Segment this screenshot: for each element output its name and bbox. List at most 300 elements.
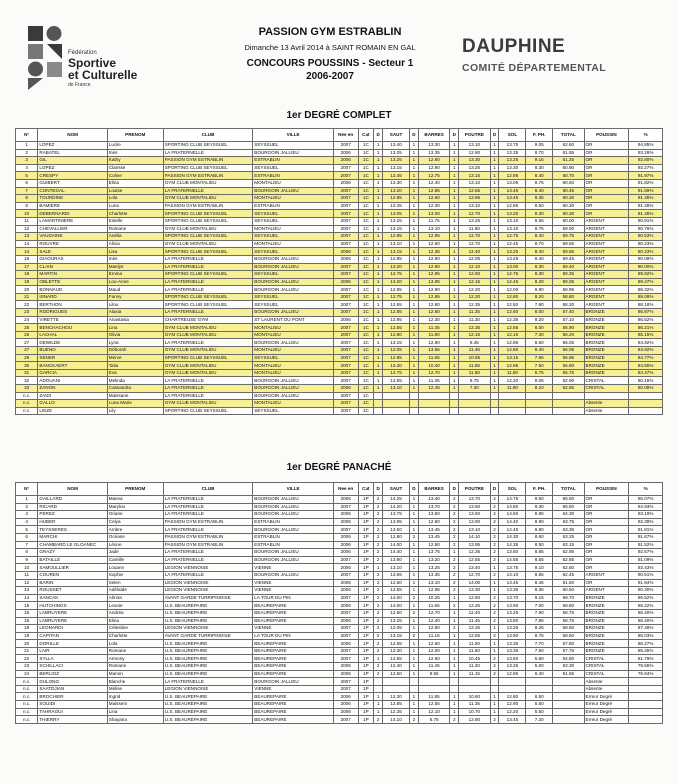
table-cell: 1 [374,240,383,248]
table-cell: 13.75 [418,549,449,557]
table-cell: SEYSSUEL [253,142,334,150]
table-cell: 1C [358,225,374,233]
table-cell: 1P [358,496,374,504]
fscf-logo-icon [28,26,62,90]
table-cell: Ingrid [107,693,163,701]
table-cell: Luna [107,202,163,210]
table-cell: 1 [374,278,383,286]
table-cell: 2006 [333,693,358,701]
table-cell [553,701,584,709]
table-cell: 2006 [333,640,358,648]
table-cell: 1 [450,617,459,625]
table-cell: 2 [490,496,499,504]
table-cell: LA FRATERNELLE [163,503,253,511]
table-cell: 1 [490,362,499,370]
table-cell: 12.95 [499,339,526,347]
table-cell: n.c. [16,392,38,400]
table-cell: 1 [374,385,383,393]
table-cell: 11.50 [459,640,490,648]
table-cell: 2006 [333,587,358,595]
table-cell: BOURGOIN JALLIEU [253,385,334,393]
table-cell: 1P [358,693,374,701]
column-header: F. PH. [526,483,553,496]
table-cell: MONTALIEU [253,324,334,332]
table-cell: BOURGOIN JALLIEU [253,377,334,385]
table-cell: 90.91% [629,217,663,225]
table-cell: 1 [450,248,459,256]
table-cell: 1C [358,202,374,210]
table-cell: Jade [107,549,163,557]
table-cell: 1 [374,286,383,294]
table-cell: LA FRATERNELLE [163,571,253,579]
table-cell: 1C [358,286,374,294]
table-cell: 1C [358,316,374,324]
table-cell: 13.25 [499,210,526,218]
table-cell: LA FRATERNELLE [163,187,253,195]
table-cell: 1C [358,271,374,279]
table-cell: SAATDJIAN [38,685,107,693]
table-cell: 1 [409,149,418,157]
table-cell: 1 [490,187,499,195]
table-cell: 1 [450,225,459,233]
table-cell: 2007 [333,526,358,534]
table-cell: 2 [450,541,459,549]
table-cell: 20 [16,640,38,648]
column-header: PRENOM [107,129,163,142]
table-cell: 1C [358,362,374,370]
table-cell: SPORTING CLUB SEYSSUEL [163,233,253,241]
table-cell: 2 [490,617,499,625]
table-row [16,309,663,317]
contest-title: CONCOURS POUSSINS - Secteur 1 [246,58,414,69]
table-cell: LEGION VIENNOISE [163,564,253,572]
table-cell: RABATEL [38,149,107,157]
table-cell: 14.65 [499,556,526,564]
table-cell: 86.40% [629,617,663,625]
table-cell: 13.50 [383,526,410,534]
table-cell: 12.25 [459,625,490,633]
column-header: TOTAL [553,483,584,496]
table-cell: 89.92% [629,271,663,279]
table-cell: BRONZE [584,640,629,648]
table-cell: 1 [409,362,418,370]
table-cell: 1 [490,278,499,286]
table-cell: 14.35 [499,541,526,549]
table-cell: n.c. [16,708,38,716]
table-cell: 55.80 [553,362,584,370]
table-cell: LAMARTINIERE [38,217,107,225]
table-cell: 1C [358,377,374,385]
table-cell [526,407,553,415]
table-cell: 12.95 [499,172,526,180]
table-cell: 12.60 [499,309,526,317]
table-cell: 12.50 [383,670,410,678]
table-cell: 1 [374,564,383,572]
table-cell: 1 [450,195,459,203]
table-cell: 1 [450,210,459,218]
table-cell: 1 [450,157,459,165]
table-cell: 12.90 [418,164,449,172]
table-cell: 86.21% [629,324,663,332]
table-cell: U.S. BEAUREPAIRE [163,609,253,617]
table-cell [383,685,410,693]
table-cell: 1 [490,172,499,180]
table-cell: 90.76% [629,225,663,233]
table-cell: Lina [107,708,163,716]
column-header: N° [16,483,38,496]
table-cell: Oriane [107,511,163,519]
table-cell: 12.60 [418,309,449,317]
table-cell: 12.40 [459,609,490,617]
table-cell: 8.40 [526,187,553,195]
table-cell: 9.50 [526,496,553,504]
table-cell: 1 [450,179,459,187]
table-cell: 7.65 [526,354,553,362]
table-cell: 1P [358,571,374,579]
table-cell: 13.35 [418,149,449,157]
table-cell: OR [584,541,629,549]
table-cell: 27 [16,347,38,355]
table-cell: 1 [450,233,459,241]
table-cell: SANCAK [38,594,107,602]
table-cell: 2007 [333,362,358,370]
table-cell [450,678,459,686]
table-cell: 59.35 [553,271,584,279]
table-cell: 13.75 [499,564,526,572]
table-cell: 9 [16,556,38,564]
table-cell: 19 [16,632,38,640]
table-cell: 12.90 [418,339,449,347]
table-cell: 1 [374,316,383,324]
table-cell: OR [584,564,629,572]
table-cell: 21 [16,647,38,655]
table-cell: 1P [358,670,374,678]
table-cell: 12.60 [459,594,490,602]
table-cell: 7.30 [459,385,490,393]
table-cell: 2 [409,609,418,617]
table-cell [418,685,449,693]
table-cell: 12.95 [418,233,449,241]
table-cell: 13.35 [499,587,526,595]
table-cell: 1P [358,541,374,549]
table-cell: Absente [584,400,629,408]
table-cell: 65.60 [553,496,584,504]
table-cell: 1 [490,149,499,157]
table-cell: 13.00 [418,210,449,218]
table-cell: 18 [16,271,38,279]
table-cell [526,400,553,408]
table-cell: 13.30 [499,164,526,172]
table-cell: MONTALIEU [253,362,334,370]
table-cell: 2007 [333,369,358,377]
table-cell: Mélise [107,685,163,693]
table-cell: BRONZE [584,354,629,362]
table-cell: LA FRATERNELLE [163,526,253,534]
fed-label: Fédération [68,50,97,56]
table-cell: 59.90 [553,225,584,233]
table-cell: 2006 [333,179,358,187]
table-cell: 20 [16,286,38,294]
table-cell: U.S. BEAUREPAIRE [163,640,253,648]
column-header: BARRES [418,129,449,142]
table-cell: Adélaïde [107,587,163,595]
table-cell: 5.60 [526,655,553,663]
table-cell: 1 [490,708,499,716]
table-cell: 79.55% [629,663,663,671]
table-cell: 10.40 [418,362,449,370]
header-row [16,129,663,142]
table-cell: 8.85 [526,549,553,557]
table-cell: 1 [490,157,499,165]
table-cell: 1 [450,670,459,678]
table-cell: 13 [16,587,38,595]
table-cell: BOURGOIN JALLIEU [253,571,334,579]
table-cell: BOURGOIN JALLIEU [253,149,334,157]
table-cell: Estelle [107,217,163,225]
table-cell: 13.05 [499,179,526,187]
table-cell: 13.45 [383,172,410,180]
table-cell: 2007 [333,187,358,195]
table-cell: 1 [450,149,459,157]
table-cell: 2 [490,716,499,724]
table-cell: 62.85 [553,556,584,564]
table-cell: 1 [409,195,418,203]
table-cell: DEWILDE [38,339,107,347]
table-cell: 12.80 [459,716,490,724]
table-cell: 81.79% [629,655,663,663]
table-cell: 1C [358,293,374,301]
table-cell: 12.70 [459,240,490,248]
table-cell: 1 [450,263,459,271]
table-cell: Maeva [107,496,163,504]
table-cell [553,407,584,415]
table-cell: 6.75 [526,369,553,377]
table-cell: 57.40 [553,309,584,317]
table-cell: CRISTAL [584,385,629,393]
table-cell: 1 [450,316,459,324]
table-cell: 2 [374,587,383,595]
table-cell: Absente [584,678,629,686]
table-cell: 13.40 [383,142,410,150]
table-cell: ESTRABLIN [253,518,334,526]
table-cell: 10.65 [459,354,490,362]
table-cell: SPORTING CLUB SEYSSUEL [163,301,253,309]
column-header: Cat [358,129,374,142]
table-cell: 1 [409,640,418,648]
table-cell: Océane [107,533,163,541]
table-cell: 1P [358,708,374,716]
table-cell: 8.75 [526,225,553,233]
table-cell: 91.36% [629,202,663,210]
table-cell: 2007 [333,377,358,385]
table-cell: 53.30 [553,663,584,671]
table-cell: 11.65 [459,362,490,370]
table-cell: LA FRATERNELLE [163,309,253,317]
table-cell: BRONZE [584,609,629,617]
table-cell: LEGION VIENNOISE [163,579,253,587]
fed-name-2: et Culturelle [68,68,138,82]
table-cell: 60.90 [553,164,584,172]
table-cell: ESTRABLIN [253,533,334,541]
table-cell: 13.50 [459,511,490,519]
table-cell: ESTRABLIN [253,157,334,165]
table-cell: 21 [16,293,38,301]
table-cell: BRONZE [584,324,629,332]
table-cell: 1 [409,663,418,671]
table-cell: 1 [450,701,459,709]
table-cell: 2007 [333,286,358,294]
table-cell: 1 [409,210,418,218]
table-cell: 29 [16,354,38,362]
table-cell: Célestine [107,625,163,633]
table-cell: Almira [107,594,163,602]
table-cell: 1 [409,187,418,195]
table-cell [450,392,459,400]
table-cell: 1 [490,179,499,187]
table-cell: CAPITAN [38,632,107,640]
table-cell: 11.30 [459,316,490,324]
column-header: NOM [38,483,107,496]
table-cell: GARCIA [38,369,107,377]
table-cell: 2007 [333,647,358,655]
table-cell: 12 [16,225,38,233]
table-cell: 12.20 [499,708,526,716]
table-row [16,392,663,400]
table-cell: 1 [374,301,383,309]
table-cell: 1 [450,164,459,172]
table-cell: 12.15 [499,331,526,339]
table-cell: 13.10 [499,217,526,225]
table-cell: 1 [490,240,499,248]
table-cell: 1 [374,369,383,377]
table-cell: 2 [490,526,499,534]
table-row [16,632,663,640]
table-cell: 1 [374,271,383,279]
table-cell: 58.95 [553,286,584,294]
table-cell: 12.60 [418,640,449,648]
table-cell: 90.00% [629,263,663,271]
table-cell: ZAIDI [38,392,107,400]
table-cell: Clarisse [107,164,163,172]
table-cell: ARGENT [584,255,629,263]
table-cell: 8.50 [526,541,553,549]
table-cell: 89.09% [629,293,663,301]
table-cell: 1 [450,324,459,332]
table-cell: OR [584,549,629,557]
table-row [16,518,663,526]
table-cell: 13.15 [383,164,410,172]
table-cell: 8.70 [526,149,553,157]
table-cell: BEAUREPAIRE [253,670,334,678]
table-cell: 11.45 [459,347,490,355]
section2-title: 1er DEGRÉ PANACHÉ [286,462,392,473]
table-cell: BOURGOIN JALLIEU [253,286,334,294]
table-cell: 2007 [333,164,358,172]
table-cell: OR [584,164,629,172]
table-cell: 13.30 [459,157,490,165]
table-cell: 12.70 [459,233,490,241]
table-cell: 90.30% [629,587,663,595]
table-cell: 27 [16,339,38,347]
table-cell: 1 [450,293,459,301]
table-row [16,609,663,617]
table-cell: 12.60 [418,195,449,203]
table-cell: 6.50 [526,693,553,701]
table-cell: 14 [16,248,38,256]
table-cell: OR [584,172,629,180]
table-cell: 2 [409,594,418,602]
table-cell: 1 [490,271,499,279]
table-cell: 91.09% [629,556,663,564]
table-cell: BRONZE [584,369,629,377]
table-cell: LA FRATERNELLE [163,263,253,271]
table-cell: 1P [358,594,374,602]
table-cell: VIENNE [253,564,334,572]
table-cell: 86.52% [629,594,663,602]
table-cell: 13.00 [499,263,526,271]
table-cell: 1 [450,385,459,393]
table-cell: 2007 [333,172,358,180]
table-cell: 1 [450,286,459,294]
table-cell: 11 [16,217,38,225]
table-cell: 2007 [333,625,358,633]
table-cell: 2 [490,632,499,640]
table-cell: 1 [374,187,383,195]
table-row [16,369,663,377]
table-cell: ADOUANI [38,377,107,385]
table-cell: 2 [450,503,459,511]
table-cell: 13.90 [383,556,410,564]
table-cell: LABRUYERE [38,617,107,625]
table-cell: 1 [490,195,499,203]
table-cell: 13.25 [383,217,410,225]
table-cell: Celya [107,518,163,526]
table-row [16,496,663,504]
table-cell: Fanny [107,293,163,301]
table-cell: 1 [374,225,383,233]
comite-name: COMITÉ DÉPARTEMENTAL [462,62,607,74]
table-cell: 11.45 [418,663,449,671]
table-cell: n.c. [16,701,38,709]
table-cell: 1 [450,255,459,263]
document-header [190,26,470,82]
table-cell [409,392,418,400]
table-cell: 13.45 [418,526,449,534]
table-cell: 1 [409,541,418,549]
table-cell: MONTALIEU [253,240,334,248]
table-row [16,149,663,157]
table-cell: 2 [450,571,459,579]
table-cell: 59.70 [553,594,584,602]
table-cell: 11.65 [418,354,449,362]
table-cell: 12.65 [383,301,410,309]
table-cell: 8.30 [526,210,553,218]
table-cell: 8.95 [526,511,553,519]
table-cell: 1 [409,625,418,633]
column-header: CLUB [163,483,253,496]
table-cell: 91.36% [629,195,663,203]
table-cell: ARGENT [584,293,629,301]
table-cell: DORILLE [38,640,107,648]
table-cell: 86.27% [629,640,663,648]
table-cell: Lina [107,324,163,332]
table-cell: 22 [16,301,38,309]
table-cell: BAMIERE [38,202,107,210]
table-cell: 12.20 [459,293,490,301]
table-cell: Lyna [107,339,163,347]
table-cell: 80.15% [629,377,663,385]
table-cell: 87.46% [629,625,663,633]
